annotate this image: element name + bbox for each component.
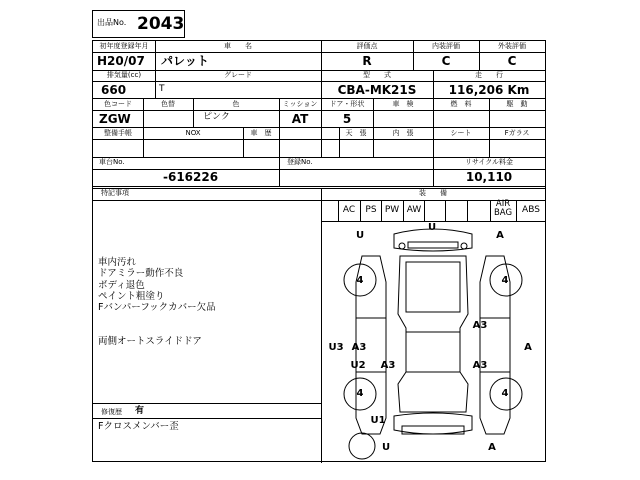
damage-mark: U2 [350, 360, 366, 371]
damage-mark: A3 [472, 360, 488, 371]
damage-mark: 4 [501, 275, 509, 286]
mileage-label: 走 行 [475, 71, 503, 79]
remark-line: ペイント粗塗り [98, 291, 165, 302]
score-value: R [362, 54, 372, 68]
damage-mark: A [496, 230, 504, 241]
grade-label: グレード [224, 71, 252, 79]
sunroof-label: 天 張 [345, 129, 367, 137]
nox-label: NOX [185, 129, 201, 137]
remark-line: ドアミラー動作不良 [98, 268, 184, 279]
displacement-label: 排気量(cc) [106, 71, 142, 79]
registration-label: 登録No. [287, 158, 313, 166]
interior-trim-label: 内 張 [392, 129, 414, 137]
exterior-score-label: 外装評価 [498, 42, 526, 50]
seat-label: シート [450, 129, 472, 137]
remark-line: 車内汚れ [98, 257, 137, 268]
remark-line: Fバンパーフックカバー欠品 [98, 302, 216, 313]
interior-score-value: C [441, 54, 451, 68]
equipment-ac: AC [342, 205, 356, 215]
spare-tire [349, 433, 375, 459]
interior-score-label: 内装評価 [432, 42, 460, 50]
equipment-pw: PW [384, 205, 400, 215]
equipment-airbag: AIR BAG [493, 199, 513, 218]
lot-label: 出品No. [97, 18, 127, 27]
color-code-label: 色コード [104, 100, 132, 108]
equipment-label: 装 備 [419, 189, 447, 197]
damage-mark: A3 [380, 360, 396, 371]
drive-label: 駆 動 [506, 100, 528, 108]
lot-number: 2043 [137, 14, 185, 34]
center-body-outline [398, 256, 468, 412]
equipment-grid [320, 200, 546, 221]
history-label: 車 歴 [250, 129, 272, 137]
exterior-score-value: C [507, 54, 517, 68]
damage-mark: 4 [356, 388, 364, 399]
repair-label: 修復歴 [101, 408, 122, 416]
color-label: 色 [232, 100, 240, 108]
color-type-label: 色替 [161, 100, 175, 108]
car-damage-diagram [322, 222, 544, 460]
fuel-label: 燃 料 [450, 100, 472, 108]
equipment-abs: ABS [522, 205, 540, 215]
repair-value: 有 [135, 406, 145, 416]
model-value: CBA-MK21S [337, 83, 417, 97]
mission-value: AT [291, 112, 309, 126]
remark-line: 両側オートスライドドア [98, 336, 202, 347]
damage-mark: U [355, 230, 365, 241]
model-label: 型 式 [363, 71, 391, 79]
damage-mark: A [524, 342, 532, 353]
repair-detail: Fクロスメンバー歪 [98, 421, 179, 432]
displacement-value: 660 [101, 83, 127, 97]
doors-value: 5 [342, 112, 352, 126]
equipment-aw: AW [406, 205, 422, 215]
glass-label: Fガラス [504, 129, 530, 137]
year-label: 初年度登録年月 [99, 42, 149, 50]
lot-box [92, 10, 185, 38]
rear-bumper-outline [394, 413, 472, 434]
doors-label: ドア・形状 [329, 100, 365, 108]
damage-mark: A [488, 442, 496, 453]
recycle-label: リサイクル料金 [464, 158, 514, 166]
damage-mark: U [427, 222, 437, 233]
grade-value: T [159, 84, 165, 94]
score-label: 評価点 [356, 42, 378, 50]
remarks-label: 特記事項 [101, 189, 129, 197]
inspection-label: 車 検 [392, 100, 414, 108]
damage-mark: U [381, 442, 391, 453]
car-name-value: パレット [161, 54, 209, 68]
damage-mark: 4 [356, 275, 364, 286]
chassis-value: -616226 [163, 170, 219, 184]
color-code-value: ZGW [99, 112, 131, 126]
damage-mark: A3 [351, 342, 367, 353]
color-type-value: ピンク [203, 112, 230, 122]
damage-mark: 4 [501, 388, 509, 399]
equipment-ps: PS [365, 205, 377, 215]
damage-mark: A3 [472, 320, 488, 331]
mileage-value: 116,206 Km [448, 83, 530, 97]
chassis-label: 車台No. [99, 158, 125, 166]
manual-label: 整備手帳 [104, 129, 132, 137]
remark-line: ボディ退色 [98, 280, 145, 291]
damage-mark: U3 [328, 342, 344, 353]
damage-mark: U1 [370, 415, 386, 426]
name-label: 車 名 [224, 42, 252, 50]
mission-label: ミッション [282, 100, 318, 108]
recycle-value: 10,110 [465, 170, 513, 184]
year-value: H20/07 [97, 54, 145, 68]
